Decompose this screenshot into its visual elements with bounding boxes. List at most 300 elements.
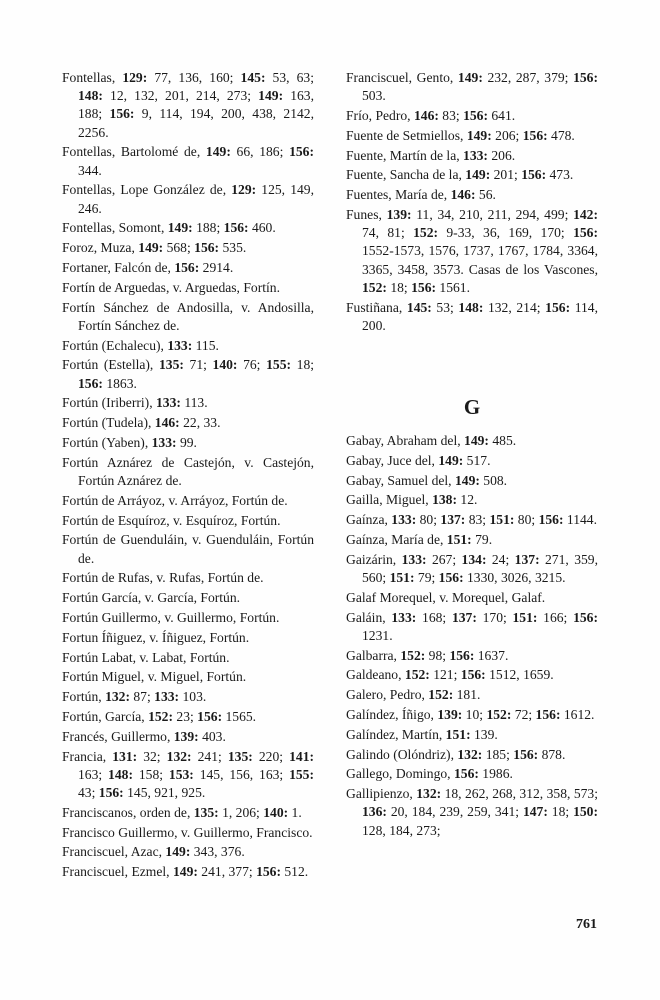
volume-ref: 156: — [78, 375, 103, 391]
index-entry — [62, 299, 314, 335]
volume-ref: 149: — [167, 220, 193, 236]
entry-text: Fontellas, — [62, 70, 123, 85]
entry-text: 139. — [470, 726, 498, 742]
volume-ref: 156: — [573, 70, 598, 85]
entry-text: Fortaner, Falcón de, — [62, 260, 175, 275]
volume-ref: 138: — [432, 492, 457, 508]
index-column-right — [346, 69, 598, 841]
entry-text: Fortún (Iriberri), — [62, 395, 156, 411]
entry-text: 80; — [514, 512, 539, 528]
volume-ref: 149: — [454, 472, 480, 488]
volume-ref: 135: — [158, 357, 184, 373]
entry-text: 66, 186; — [230, 144, 290, 160]
entry-text: 568; — [163, 240, 195, 256]
entry-text: 43; — [78, 784, 99, 800]
entry-text: 128, 184, 273; — [362, 822, 441, 838]
index-entry — [346, 609, 598, 645]
volume-ref: 148: — [458, 299, 484, 315]
index-entry — [62, 824, 314, 842]
index-entry — [346, 589, 598, 607]
volume-ref: 141: — [289, 748, 315, 764]
volume-ref: 146: — [450, 187, 476, 203]
entry-text: 878. — [538, 746, 566, 762]
entry-text: Franciscuel, Ezmel, — [62, 864, 173, 880]
volume-ref: 156: — [460, 667, 486, 683]
entry-text: Frío, Pedro, — [346, 108, 414, 123]
entry-text: 71; — [183, 357, 213, 373]
entry-text: Fortún de Rufas, v. Rufas, Fortún de. — [62, 570, 264, 586]
index-entry — [346, 127, 598, 145]
entry-text: Gaizárin, — [346, 551, 402, 567]
entry-text: 10; — [462, 706, 487, 722]
entry-text: 83; — [465, 512, 490, 528]
entry-text: Fortún, García, — [62, 708, 149, 724]
volume-ref: 156: — [521, 167, 547, 183]
entry-text: 103. — [179, 689, 207, 705]
entry-text: Franciscanos, orden de, — [62, 804, 194, 820]
entry-text: 76; — [237, 357, 267, 373]
entry-text: 206; — [491, 127, 523, 143]
entry-text: 460. — [248, 220, 276, 236]
index-entry — [346, 666, 598, 684]
entry-text: Fortún (Estella), — [62, 357, 159, 373]
entry-text: Galdeano, — [346, 667, 405, 683]
volume-ref: 133: — [391, 512, 417, 528]
entry-text: Fortún (Echalecu), — [62, 337, 168, 353]
page-number: 761 — [576, 917, 597, 932]
volume-ref: 149: — [464, 433, 489, 448]
volume-ref: 147: — [522, 804, 548, 820]
entry-text: 201; — [490, 167, 522, 183]
entry-text: 18; — [386, 279, 412, 295]
entry-text: 163, 188; — [78, 88, 315, 122]
entry-text: Fuentes, María de, — [346, 187, 451, 203]
entry-text: 241, 377; — [197, 864, 257, 880]
index-entry — [346, 147, 598, 165]
volume-ref: 148: — [108, 766, 133, 782]
entry-text: Fortún (Tudela), — [62, 415, 155, 431]
index-entry — [62, 143, 314, 179]
index-entry — [346, 726, 598, 744]
volume-ref: 156: — [463, 108, 488, 123]
entry-text: 267; — [426, 551, 462, 567]
entry-text: 12, 132, 201, 214, 273; — [102, 88, 259, 104]
entry-text: 114, 200. — [362, 299, 598, 333]
entry-text: 9-33, 36, 169, 170; — [438, 225, 574, 241]
index-entry — [346, 531, 598, 549]
index-entry — [62, 668, 314, 686]
entry-text: 206. — [487, 147, 516, 163]
index-entry — [62, 69, 314, 142]
entry-text: 241; — [191, 748, 228, 764]
entry-text: 113. — [180, 395, 208, 411]
entry-text: 98; — [425, 647, 450, 663]
volume-ref: 133: — [401, 551, 427, 567]
entry-text: 1561. — [436, 279, 470, 295]
entry-text: 168; — [416, 609, 452, 625]
index-entry — [62, 863, 314, 881]
index-entry — [62, 454, 314, 490]
volume-ref: 156: — [256, 864, 281, 880]
entry-text: 641. — [487, 108, 516, 123]
volume-ref: 149: — [258, 88, 284, 104]
volume-ref: 152: — [404, 667, 430, 683]
entry-text: 79; — [414, 569, 439, 585]
entry-text: 343, 376. — [190, 844, 245, 860]
entry-text: 478. — [547, 127, 575, 143]
entry-text: Foroz, Muza, — [62, 240, 139, 256]
volume-ref: 139: — [386, 206, 412, 222]
index-entry — [62, 843, 314, 861]
entry-text: 83; — [438, 108, 464, 123]
entry-text: 99. — [176, 434, 197, 450]
entry-text: 125, 149, 246. — [78, 182, 314, 216]
index-entry — [346, 511, 598, 529]
entry-text: 80; — [416, 512, 441, 528]
volume-ref: 135: — [227, 748, 253, 764]
volume-ref: 152: — [428, 687, 454, 703]
volume-ref: 156: — [513, 746, 539, 762]
index-entry — [62, 492, 314, 510]
index-entry — [346, 491, 598, 509]
index-entry — [62, 356, 314, 392]
entry-text: Fortún de Arráyoz, v. Arráyoz, Fortún de. — [62, 492, 288, 508]
entry-text: 1637. — [474, 647, 509, 663]
entry-text: 1330, 3026, 3215. — [463, 569, 566, 585]
entry-text: Fontellas, Somont, — [62, 220, 168, 236]
volume-ref: 156: — [174, 260, 200, 275]
entry-text: Gaínza, María de, — [346, 531, 447, 547]
volume-ref: 156: — [535, 706, 561, 722]
volume-ref: 149: — [466, 127, 492, 143]
volume-ref: 156: — [449, 647, 475, 663]
entry-text: 517. — [463, 452, 491, 468]
index-entry — [62, 512, 314, 530]
volume-ref: 149: — [165, 844, 191, 860]
entry-text: Fortun Íñiguez, v. Íñiguez, Fortún. — [62, 629, 250, 645]
entry-text: 24; — [486, 551, 515, 567]
volume-ref: 151: — [389, 569, 415, 585]
entry-text: Gallipienzo, — [346, 786, 417, 802]
entry-text: Galaf Morequel, v. Morequel, Galaf. — [346, 589, 546, 605]
volume-ref: 156: — [109, 106, 135, 122]
volume-ref: 156: — [98, 784, 124, 800]
entry-text: 185; — [482, 746, 514, 762]
index-entry — [62, 708, 314, 726]
entry-text: Galíndez, Martín, — [346, 726, 446, 742]
index-entry — [62, 569, 314, 587]
entry-text: Franciscuel, Gento, — [346, 70, 458, 85]
index-entry — [62, 531, 314, 567]
volume-ref: 139: — [437, 706, 463, 722]
entry-text: 9, 114, 194, 200, 438, 2142, 2256. — [78, 106, 314, 140]
volume-ref: 129: — [231, 182, 257, 198]
volume-ref: 136: — [362, 804, 387, 820]
volume-ref: 156: — [438, 569, 464, 585]
volume-ref: 131: — [112, 748, 138, 764]
entry-text: Fontellas, Bartolomé de, — [62, 144, 206, 160]
section-letter: G — [463, 395, 481, 419]
entry-text: 53, 63; — [265, 70, 314, 85]
volume-ref: 133: — [151, 434, 177, 450]
entry-text: 485. — [488, 433, 517, 448]
volume-ref: 146: — [413, 108, 439, 123]
volume-ref: 151: — [489, 512, 515, 528]
entry-text: 232, 287, 379; — [482, 70, 574, 85]
volume-ref: 137: — [440, 512, 466, 528]
entry-text: 1512, 1659. — [485, 667, 554, 683]
entry-text: 11, 34, 210, 211, 294, 499; — [411, 206, 574, 222]
volume-ref: 132: — [416, 786, 442, 802]
entry-text: Fortún Aznárez de Castejón, v. Castejón, Fortún Aznárez de. — [62, 454, 314, 488]
entry-text: 503. — [362, 88, 386, 104]
volume-ref: 156: — [223, 220, 249, 236]
entry-text: Gaínza, — [346, 512, 392, 528]
entry-text: Galáin, — [346, 609, 392, 625]
volume-ref: 137: — [451, 609, 477, 625]
entry-text: Galíndez, Íñigo, — [346, 706, 438, 722]
volume-ref: 156: — [411, 279, 437, 295]
volume-ref: 149: — [465, 167, 491, 183]
entry-text: 166; — [537, 609, 574, 625]
entry-text: 145, 921, 925. — [123, 784, 206, 800]
entry-text: Fortún de Guenduláin, v. Guenduláin, Fortún de. — [62, 532, 314, 566]
volume-ref: 142: — [573, 206, 598, 222]
volume-ref: 156: — [289, 144, 314, 160]
volume-ref: 149: — [138, 240, 164, 256]
volume-ref: 134: — [461, 551, 487, 567]
index-column-left — [62, 69, 314, 883]
index-entry — [346, 206, 598, 297]
volume-ref: 132: — [166, 748, 192, 764]
index-entry — [346, 432, 598, 450]
entry-text: 1144. — [563, 512, 597, 528]
volume-ref: 152: — [362, 279, 387, 295]
entry-text: 77, 136, 160; — [147, 70, 241, 85]
entry-text: Fortún Miguel, v. Miguel, Fortún. — [62, 669, 247, 685]
volume-ref: 148: — [78, 88, 103, 104]
entry-text: Fuente, Sancha de la, — [346, 167, 466, 183]
entry-text: 1863. — [102, 375, 137, 391]
entry-text: Funes, — [346, 206, 387, 222]
volume-ref: 152: — [400, 647, 426, 663]
entry-text: Fortín de Arguedas, v. Arguedas, Fortín. — [62, 279, 280, 295]
entry-text: 1, 206; — [218, 804, 264, 820]
entry-text: Fortún, — [62, 689, 106, 705]
volume-ref: 140: — [263, 804, 289, 820]
entry-text: 56. — [475, 187, 496, 203]
entry-text: Francés, Guillermo, — [62, 728, 174, 744]
index-entry — [62, 434, 314, 452]
entry-text: 145, 156, 163; — [193, 766, 290, 782]
entry-text: 1. — [288, 804, 302, 820]
entry-text: 535. — [219, 240, 247, 256]
volume-ref: 150: — [573, 804, 598, 820]
volume-ref: 149: — [172, 864, 198, 880]
index-entry — [346, 765, 598, 783]
entry-text: 53; — [431, 299, 459, 315]
volume-ref: 133: — [167, 337, 193, 353]
index-entry — [346, 551, 598, 587]
entry-text: 20, 184, 239, 259, 341; — [386, 804, 523, 820]
volume-ref: 133: — [463, 147, 488, 163]
volume-ref: 153: — [168, 766, 194, 782]
volume-ref: 152: — [413, 225, 439, 241]
index-entry — [346, 299, 598, 335]
index-entry — [62, 414, 314, 432]
volume-ref: 133: — [154, 689, 180, 705]
index-entry — [346, 452, 598, 470]
index-entry — [62, 259, 314, 277]
entry-text: Fortún Labat, v. Labat, Fortún. — [62, 649, 230, 665]
volume-ref: 156: — [197, 708, 223, 724]
index-entry — [346, 706, 598, 724]
volume-ref: 139: — [173, 728, 199, 744]
entry-text: Gabay, Juce del, — [346, 452, 439, 468]
volume-ref: 152: — [148, 708, 173, 724]
entry-text: 1565. — [222, 708, 257, 724]
entry-text: 72; — [511, 706, 536, 722]
entry-text: 74, 81; — [362, 225, 414, 241]
index-entry — [62, 589, 314, 607]
entry-text: Gallego, Domingo, — [346, 766, 454, 782]
entry-text: 79. — [471, 531, 493, 547]
entry-text: 163; — [78, 766, 109, 782]
index-entry — [346, 107, 598, 125]
entry-text: 2914. — [199, 260, 234, 275]
entry-text: 344. — [78, 162, 102, 178]
index-entry — [62, 219, 314, 237]
entry-text: Gailla, Miguel, — [346, 492, 433, 508]
entry-text: 32; — [137, 748, 167, 764]
entry-text: 508. — [479, 472, 508, 488]
entry-text: Francisco Guillermo, v. Guillermo, Francisco. — [62, 824, 313, 840]
index-entry — [346, 472, 598, 490]
entry-text: Gabay, Samuel del, — [346, 472, 455, 488]
entry-text: 23; — [173, 708, 198, 724]
entry-text: Fortún de Esquíroz, v. Esquíroz, Fortún. — [62, 512, 281, 528]
entry-text: 1986. — [478, 766, 513, 782]
entry-text: 132, 214; — [483, 299, 546, 315]
entry-text: 1552-1573, 1576, 1737, 1767, 1784, 3364, 3365, 3458, 3573. Casas de los Vascones, — [362, 243, 598, 277]
index-entry — [62, 337, 314, 355]
entry-text: 170; — [476, 609, 513, 625]
index-entry — [346, 746, 598, 764]
entry-text: Fortún Guillermo, v. Guillermo, Fortún. — [62, 609, 280, 625]
volume-ref: 151: — [445, 726, 471, 742]
index-group-g — [346, 432, 598, 840]
index-entry — [62, 629, 314, 647]
entry-text: 271, 359, 560; — [362, 551, 599, 585]
entry-text: Franciscuel, Azac, — [62, 844, 166, 860]
volume-ref: 151: — [446, 531, 472, 547]
volume-ref: 156: — [538, 512, 564, 528]
volume-ref: 146: — [154, 415, 180, 431]
entry-text: Galbarra, — [346, 647, 401, 663]
index-entry — [346, 647, 598, 665]
index-entry — [62, 181, 314, 217]
volume-ref: 140: — [212, 357, 238, 373]
volume-ref: 133: — [391, 609, 417, 625]
index-entry — [62, 688, 314, 706]
entry-text: 181. — [453, 687, 481, 703]
entry-text: 18; — [291, 357, 315, 373]
entry-text: 403. — [198, 728, 226, 744]
entry-text: Galero, Pedro, — [346, 687, 429, 703]
entry-text: 158; — [132, 766, 169, 782]
volume-ref: 156: — [573, 225, 598, 241]
entry-text: 1231. — [362, 627, 393, 643]
volume-ref: 145: — [240, 70, 266, 85]
volume-ref: 133: — [156, 395, 181, 411]
entry-text: 115. — [192, 337, 219, 353]
entry-text: 512. — [280, 864, 309, 880]
index-group-f — [346, 69, 598, 335]
index-entry — [62, 239, 314, 257]
entry-text: Galindo (Olóndriz), — [346, 746, 458, 762]
index-entry — [346, 686, 598, 704]
volume-ref: 135: — [193, 804, 219, 820]
entry-text: Fortún García, v. García, Fortún. — [62, 590, 241, 606]
entry-text: 18; — [547, 804, 574, 820]
index-entry — [62, 748, 314, 803]
volume-ref: 152: — [486, 706, 512, 722]
volume-ref: 132: — [457, 746, 483, 762]
index-entry — [62, 804, 314, 822]
index-entry — [346, 186, 598, 204]
volume-ref: 149: — [438, 452, 464, 468]
volume-ref: 156: — [545, 299, 571, 315]
index-entry — [346, 785, 598, 840]
index-entry — [62, 728, 314, 746]
entry-text: Fortín Sánchez de Andosilla, v. Andosilla, Fortín Sánchez de. — [62, 299, 314, 333]
index-entry — [346, 166, 598, 184]
entry-text: 473. — [546, 167, 574, 183]
entry-text: 87; — [129, 689, 155, 705]
volume-ref: 132: — [105, 689, 130, 705]
entry-text: Fontellas, Lope González de, — [62, 182, 232, 198]
entry-text: 22, 33. — [179, 415, 221, 431]
entry-text: Francia, — [62, 748, 113, 764]
index-entry — [62, 609, 314, 627]
volume-ref: 155: — [289, 766, 314, 782]
volume-ref: 156: — [194, 240, 220, 256]
volume-ref: 156: — [573, 609, 598, 625]
entry-text: 188; — [192, 220, 224, 236]
volume-ref: 155: — [266, 357, 292, 373]
volume-ref: 149: — [457, 70, 483, 85]
index-entry — [346, 69, 598, 105]
index-entry — [62, 649, 314, 667]
volume-ref: 129: — [122, 70, 148, 85]
volume-ref: 149: — [205, 144, 231, 160]
volume-ref: 137: — [514, 551, 540, 567]
entry-text: 1612. — [560, 706, 595, 722]
entry-text: 18, 262, 268, 312, 358, 573; — [441, 786, 598, 802]
entry-text: Fuente, Martín de la, — [346, 147, 464, 163]
index-entry — [62, 394, 314, 412]
entry-text: 220; — [252, 748, 290, 764]
volume-ref: 156: — [522, 127, 548, 143]
entry-text: Gabay, Abraham del, — [346, 433, 465, 448]
volume-ref: 145: — [406, 299, 432, 315]
entry-text: Fuente de Setmiellos, — [346, 127, 467, 143]
volume-ref: 151: — [512, 609, 538, 625]
entry-text: 12. — [457, 492, 478, 508]
volume-ref: 156: — [453, 766, 479, 782]
entry-text: Fustiñana, — [346, 299, 407, 315]
entry-text: Fortún (Yaben), — [62, 434, 152, 450]
